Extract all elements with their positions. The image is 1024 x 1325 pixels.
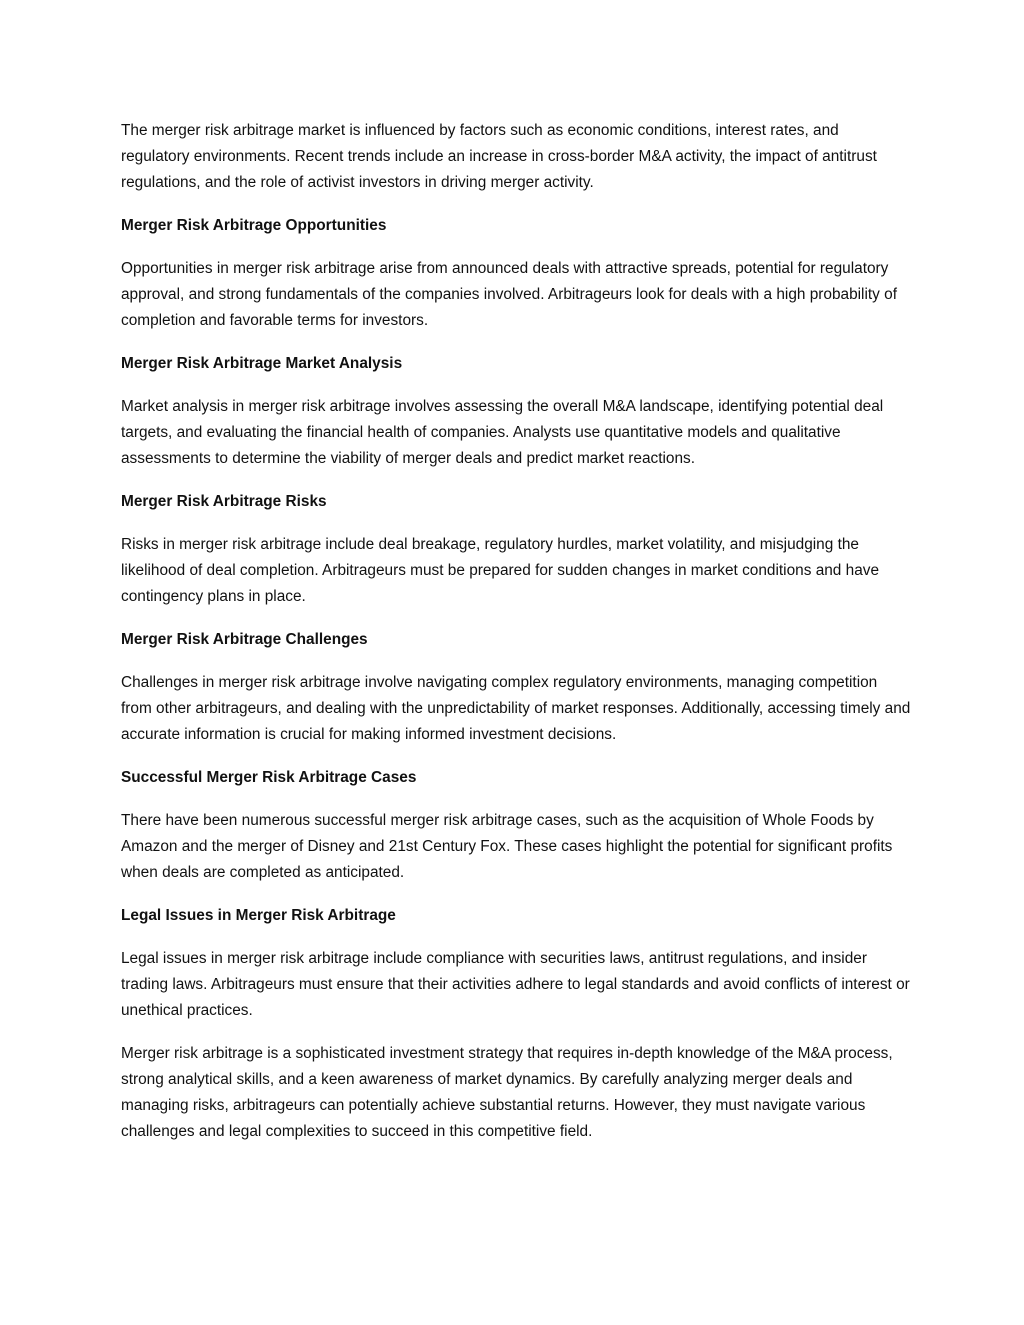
successful-cases-paragraph: There have been numerous successful merger risk arbitrage cases, such as the acquisition of Whole Foods by Amazon and the merger of Disney and 21st Century Fox. These cases highlight the potential for significant profits when deals are completed as anticipated. (121, 812, 893, 881)
section-heading-market-analysis: Merger Risk Arbitrage Market Analysis (121, 355, 403, 372)
section-heading-opportunities: Merger Risk Arbitrage Opportunities (121, 217, 387, 234)
intro-paragraph: The merger risk arbitrage market is influenced by factors such as economic conditions, interest rates, and regulatory environments. Recent trends include an increase in cross-border M&A activity, the impact of antitrust regulations, and the role of activist investors in driving merger activity. (121, 122, 877, 191)
risks-paragraph: Risks in merger risk arbitrage include deal breakage, regulatory hurdles, market volatility, and misjudging the likelihood of deal completion. Arbitrageurs must be prepared for sudden changes in market conditions and have contingency plans in place. (121, 536, 880, 605)
legal-issues-paragraph: Legal issues in merger risk arbitrage include compliance with securities laws, antitrust regulations, and insider trading laws. Arbitrageurs must ensure that their activities adhere to legal standards and avoid conflicts of interest or unethical practices. (121, 950, 910, 1019)
market-analysis-paragraph: Market analysis in merger risk arbitrage involves assessing the overall M&A landscape, identifying potential deal targets, and evaluating the financial health of companies. Analysts use quantitative models and qualitative assessments to determine the viability of merger deals and predict market reactions. (121, 398, 884, 467)
conclusion-paragraph: Merger risk arbitrage is a sophisticated investment strategy that requires in-depth knowledge of the M&A process, strong analytical skills, and a keen awareness of market dynamics. By carefully analyzing merger deals and managing risks, arbitrageurs can potentially achieve substantial returns. However, they must navigate various challenges and legal complexities to succeed in this competitive field. (121, 1045, 893, 1140)
section-heading-legal-issues: Legal Issues in Merger Risk Arbitrage (121, 907, 396, 924)
challenges-paragraph: Challenges in merger risk arbitrage involve navigating complex regulatory environments, managing competition from other arbitrageurs, and dealing with the unpredictability of market responses. Additionally, accessing timely and accurate information is crucial for making informed investment decisions. (121, 674, 911, 743)
section-heading-challenges: Merger Risk Arbitrage Challenges (121, 631, 368, 648)
opportunities-paragraph: Opportunities in merger risk arbitrage arise from announced deals with attractive spreads, potential for regulatory approval, and strong fundamentals of the companies involved. Arbitrageurs look for deals with a high probability of completion and favorable terms for investors. (121, 260, 897, 329)
section-heading-successful-cases: Successful Merger Risk Arbitrage Cases (121, 769, 417, 786)
section-heading-risks: Merger Risk Arbitrage Risks (121, 493, 327, 510)
document-body (121, 118, 911, 1162)
